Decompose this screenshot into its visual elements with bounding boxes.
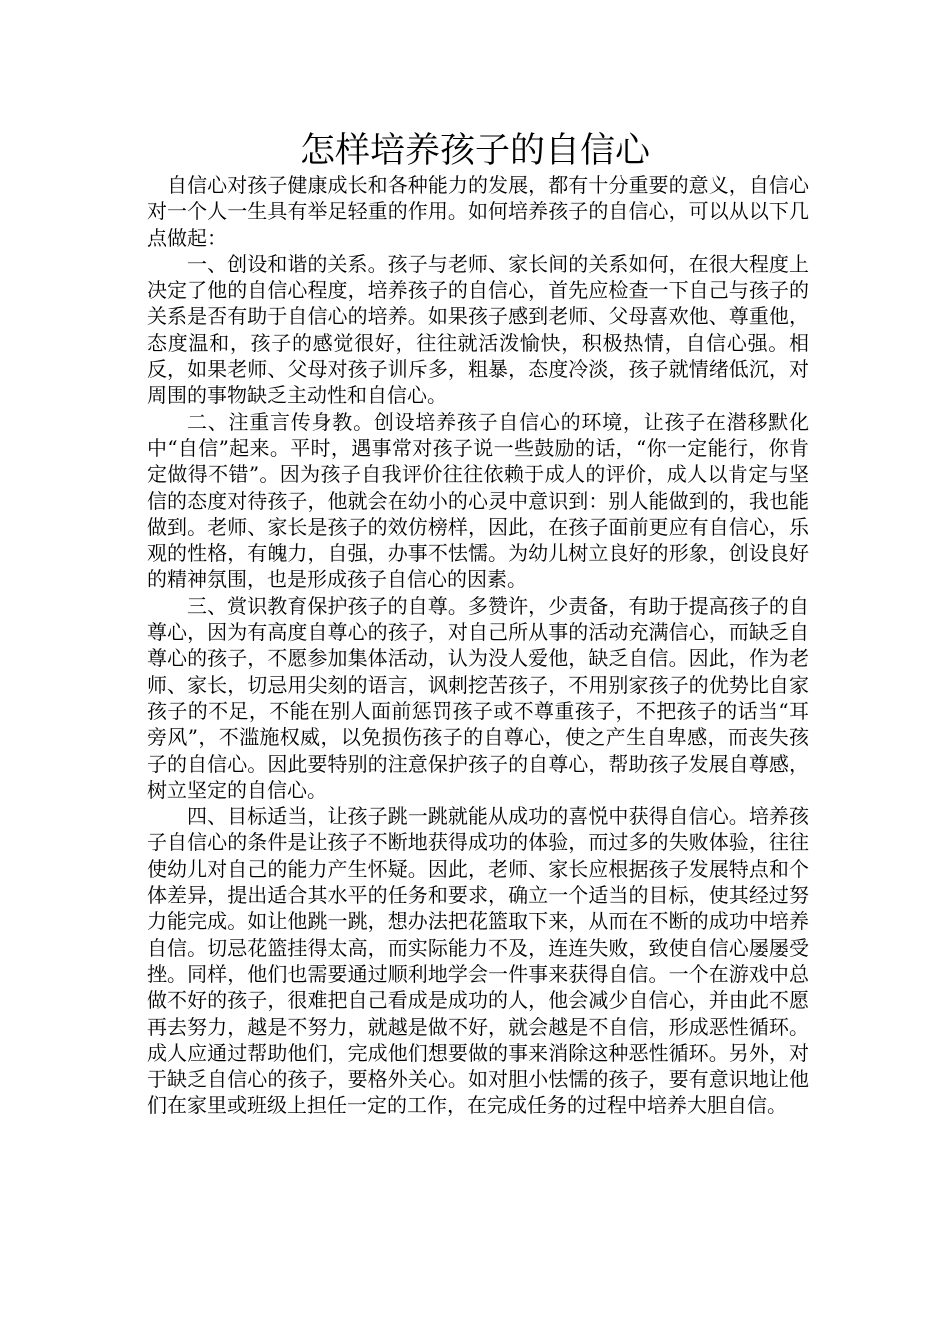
section-paragraph-2: 二、注重言传身教。创设培养孩子自信心的环境，让孩子在潜移默化中“自信”起来。平时，遇事常对孩子说一些鼓励的话，“你一定能行，你肯定做得不错”。因为孩子自我评价往往依赖于成人的评价，成人以肯定与坚信的态度对待孩子，他就会在幼小的心灵中意识到：别人能做到的，我也能做到。老师、家长是孩子的效仿榜样，因此，在孩子面前更应有自信心，乐观的性格，有魄力，自强，办事不怯懦。为幼儿树立良好的形象，创设良好的精神氛围，也是形成孩子自信心的因素。 <box>147 409 809 592</box>
document-body <box>147 172 809 1119</box>
document-title: 怎样培养孩子的自信心 <box>299 131 650 171</box>
section-paragraph-3: 三、赏识教育保护孩子的自尊。多赞许，少责备，有助于提高孩子的自尊心，因为有高度自尊心的孩子，对自己所从事的活动充满信心，而缺乏自尊心的孩子，不愿参加集体活动，认为没人爱他，缺乏自信。因此，作为老师、家长，切忌用尖刻的语言，讽刺挖苦孩子，不用别家孩子的优势比自家孩子的不足，不能在别人面前惩罚孩子或不尊重孩子，不把孩子的话当“耳旁风”，不滥施权威，以免损伤孩子的自尊心，使之产生自卑感，而丧失孩子的自信心。因此要特别的注意保护孩子的自尊心，帮助孩子发展自尊感，树立坚定的自信心。 <box>147 593 809 802</box>
section-paragraph-1: 一、创设和谐的关系。孩子与老师、家长间的关系如何，在很大程度上决定了他的自信心程度，培养孩子的自信心，首先应检查一下自己与孩子的关系是否有助于自信心的培养。如果孩子感到老师、父母喜欢他、尊重他，态度温和，孩子的感觉很好，往往就活泼愉快，积极热情，自信心强。相反，如果老师、父母对孩子训斥多，粗暴，态度冷淡，孩子就情绪低沉，对周围的事物缺乏主动性和自信心。 <box>147 251 809 408</box>
intro-paragraph: 自信心对孩子健康成长和各种能力的发展，都有十分重要的意义，自信心对一个人一生具有举足轻重的作用。如何培养孩子的自信心，可以从以下几点做起： <box>147 173 809 250</box>
section-paragraph-4: 四、目标适当，让孩子跳一跳就能从成功的喜悦中获得自信心。培养孩子自信心的条件是让孩子不断地获得成功的体验，而过多的失败体验，往往使幼儿对自己的能力产生怀疑。因此，老师、家长应根据孩子发展特点和个体差异，提出适合其水平的任务和要求，确立一个适当的目标，使其经过努力能完成。如让他跳一跳，想办法把花篮取下来，从而在不断的成功中培养自信。切忌花篮挂得太高，而实际能力不及，连连失败，致使自信心屡屡受挫。同样，他们也需要通过顺利地学会一件事来获得自信。一个在游戏中总做不好的孩子，很难把自己看成是成功的人，他会减少自信心，并由此不愿再去努力，越是不努力，就越是做不好，就会越是不自信，形成恶性循环。成人应通过帮助他们，完成他们想要做的事来消除这种恶性循环。另外，对于缺乏自信心的孩子，要格外关心。如对胆小怯懦的孩子，要有意识地让他们在家里或班级上担任一定的工作，在完成任务的过程中培养大胆自信。 <box>147 804 809 1118</box>
